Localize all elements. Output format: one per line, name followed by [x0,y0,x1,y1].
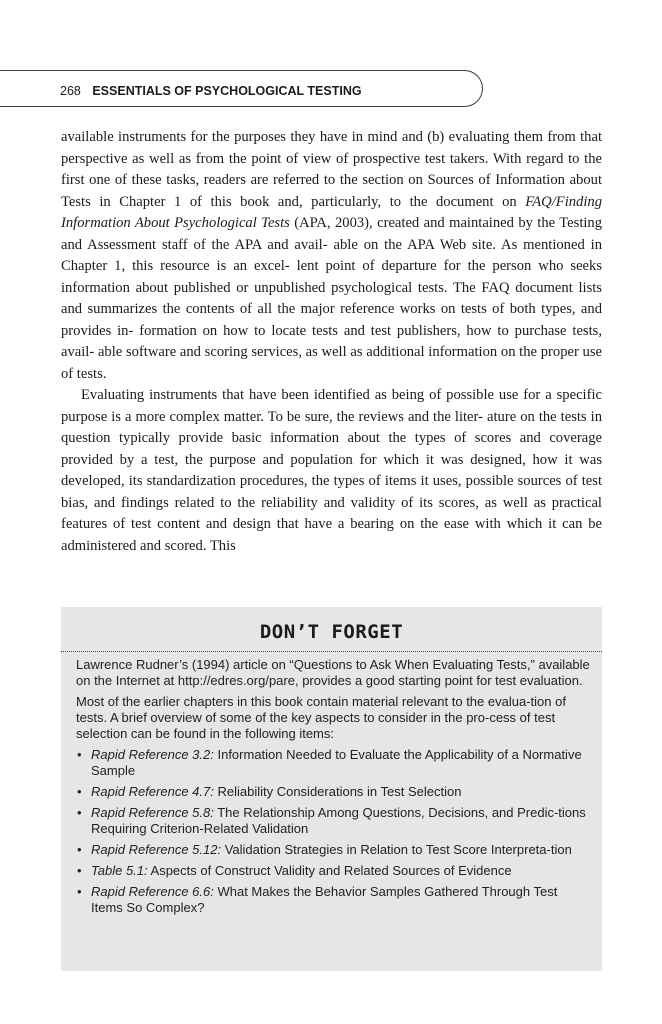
dont-forget-box [61,607,602,971]
list-item [76,863,591,879]
reference-text: Reliability Considerations in Test Selection [213,784,462,799]
reference-text: Aspects of Construct Validity and Related Sources of Evidence [147,863,512,878]
bullet-icon: • [77,805,82,820]
body-text [61,127,602,557]
text-line: ature on the tests in question typically provide basic information about the types [61,408,602,446]
text-line: With regard to the first one of these tasks, readers are referred to the section on [61,150,602,188]
text-line: of items it uses, possible sources of test bias, and findings related to the reliability [61,473,603,511]
bullet-icon: • [77,842,82,857]
running-header [0,70,483,107]
header-text [60,84,362,98]
text-line: Evaluating instruments that have been identified as being of possible use for a [81,387,552,403]
text-line: formation on how to locate tests and test publishers, how to purchase tests, avail- [61,322,602,360]
reference-label: Table 5.1: [91,863,148,878]
list-item [76,747,591,779]
text-line: that have a bearing on the ease with which it can be administered and scored. This [61,516,602,554]
text-line: (APA, 2003), [289,215,373,231]
dont-forget-content [76,657,591,921]
bullet-icon: • [77,884,82,899]
bullet-icon: • [77,784,82,799]
list-item [76,784,591,800]
reference-label: Rapid Reference 5.8: [91,805,214,820]
box-paragraph-1: Lawrence Rudner’s (1994) article on “Questions to Ask When Evaluating Tests,” available on the Internet at http://edres.org/pare, provides a good starting point for test evaluation. [76,657,590,688]
text-line: and validity of its scores, as well as practical features of test content and design [61,494,602,532]
dont-forget-title: DON’T FORGET [259,621,404,643]
text-line: lent point of departure for the person who seeks information about published or [61,258,602,296]
faq-document-title: FAQ/Finding Information About Psychological Tests [61,193,602,231]
reference-text: The Relationship Among Questions, Decisions, and Predic-tions Requiring Criterion-Related Validation [91,805,586,836]
page-number: 268 [60,84,81,98]
text-line: created and maintained by the Testing and Assessment staff of the APA and avail- [61,215,603,253]
reference-text: What Makes the Behavior Samples Gathered Through Test Items So Complex? [91,884,558,915]
text-line: from that perspective as well as from the point of view of prospective test takers. [61,129,602,167]
text-line: proper use of tests. [61,344,602,382]
bullet-icon: • [77,747,82,762]
paragraph-2 [61,385,602,557]
reference-text: Information Needed to Evaluate the Applicability of a Normative Sample [91,747,582,778]
text-line: contents of all the major reference works on tests of both types, and provides in- [61,301,602,339]
running-title: ESSENTIALS OF PSYCHOLOGICAL TESTING [92,84,362,98]
dotted-divider [61,651,602,652]
text-line: of scores and coverage provided by a test, the purpose and population for which [61,430,602,468]
reference-label: Rapid Reference 4.7: [91,784,214,799]
box-paragraph-2: Most of the earlier chapters in this book contain material relevant to the evalua-tion of tests. A brief overview of some of the key aspects to consider in the pro-cess of test selection can be found in the following items: [76,694,566,741]
reference-text: Validation Strategies in Relation to Test Score Interpreta-tion [221,842,572,857]
text-line: able on the APA Web site. As mentioned in Chapter 1, this resource is an excel- [61,236,602,274]
reference-label: Rapid Reference 3.2: [91,747,214,762]
list-item [76,805,591,837]
text-line: able software and scoring services, as well as additional information on the [97,344,538,360]
reference-list [76,747,591,916]
text-line: it was designed, how it was developed, its standardization procedures, the types [61,451,602,489]
text-line: available instruments for the purposes they have in mind and (b) evaluating them [61,129,543,145]
reference-label: Rapid Reference 5.12: [91,842,222,857]
list-item [76,884,591,916]
text-line: Sources of Information about Tests in Chapter 1 of this book and, particularly, to [61,172,602,210]
reference-label: Rapid Reference 6.6: [91,884,214,899]
text-line: unpublished psychological tests. The FAQ document lists and summarizes the [61,279,602,317]
paragraph-1 [61,127,602,385]
text-line: specific purpose is a more complex matter. To be sure, the reviews and the liter- [61,387,602,425]
list-item [76,842,591,858]
bullet-icon: • [77,863,82,878]
text-line: the document on [409,193,526,210]
